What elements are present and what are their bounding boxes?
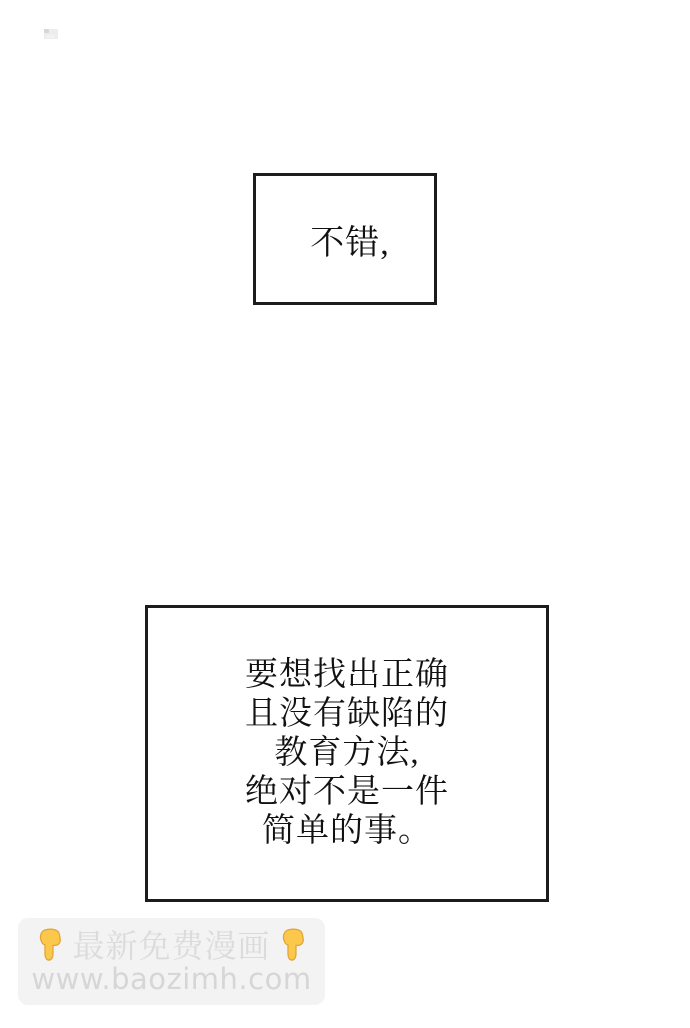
speech-bubble-first-text: 不错, [310, 224, 390, 262]
speech-bubble-second-line: 且没有缺陷的 [245, 696, 449, 732]
watermark-url: www.baozimh.com [31, 962, 312, 996]
speech-bubble-second-line: 绝对不是一件 [245, 774, 449, 810]
speech-bubble-first [253, 173, 437, 305]
speech-bubble-second-line: 要想找出正确 [245, 657, 449, 693]
speech-bubble-second-line: 教育方法, [274, 735, 420, 771]
watermark-title: 最新免费漫画 [72, 927, 271, 965]
stray-mark [44, 29, 58, 39]
backhand-index-pointing-down-icon [280, 926, 306, 962]
speech-bubble-second [145, 605, 549, 902]
watermark-title-row [18, 925, 325, 963]
watermark-panel [18, 918, 325, 1005]
backhand-index-pointing-down-icon [37, 926, 63, 962]
speech-bubble-second-line: 简单的事。 [262, 813, 432, 849]
